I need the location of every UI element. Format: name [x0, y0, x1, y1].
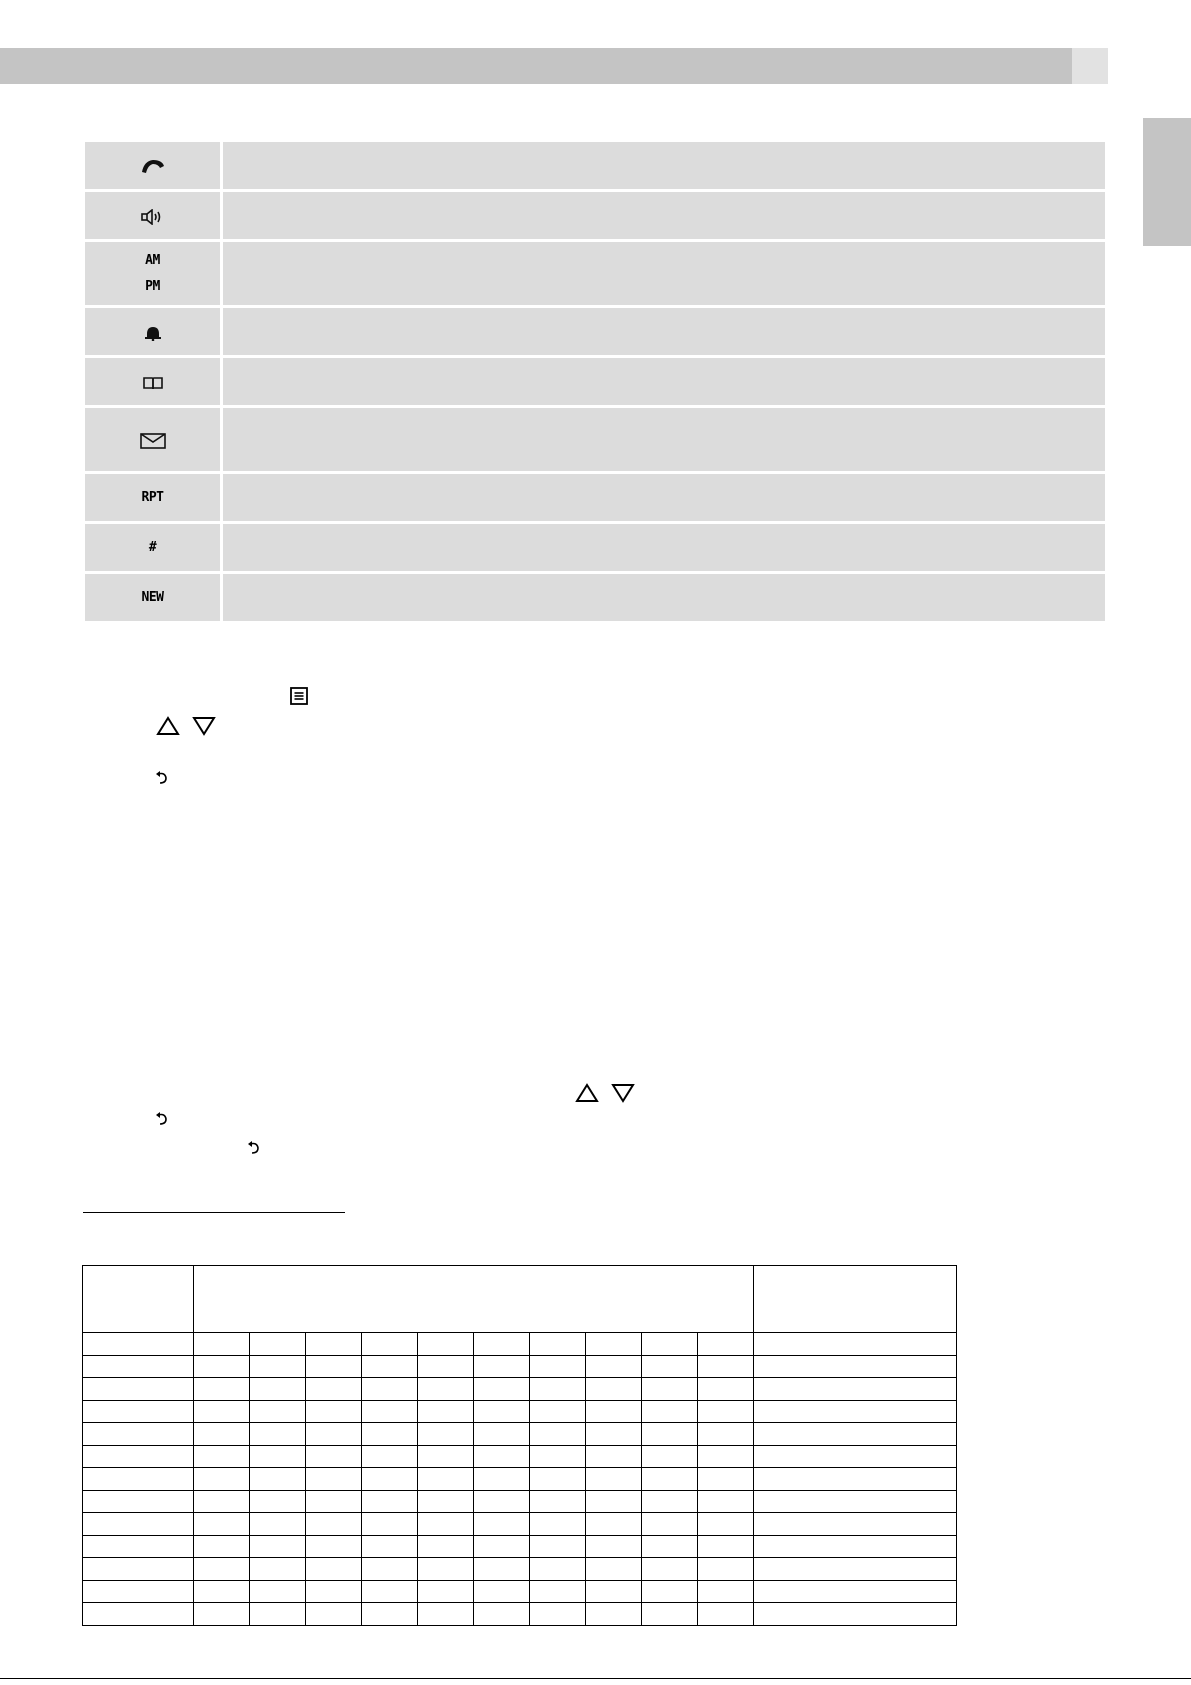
table-cell [586, 1355, 642, 1378]
table-cell [83, 1333, 194, 1356]
table-cell [306, 1400, 362, 1423]
table-row [83, 1468, 957, 1491]
table-cell [83, 1535, 194, 1558]
table-cell [418, 1580, 474, 1603]
table-cell [306, 1333, 362, 1356]
table-cell [362, 1468, 418, 1491]
table-cell [754, 1400, 957, 1423]
table-cell [642, 1535, 698, 1558]
table-cell [362, 1513, 418, 1536]
grid-header-cell [194, 1266, 754, 1333]
table-cell [642, 1490, 698, 1513]
menu-icon [290, 687, 308, 705]
table-cell [194, 1445, 250, 1468]
icon-row [85, 242, 1105, 308]
grid-header-cell [754, 1266, 957, 1333]
table-cell [250, 1468, 306, 1491]
description-cell [223, 242, 1105, 308]
icon-row [85, 408, 1105, 474]
table-cell [306, 1468, 362, 1491]
table-row [83, 1603, 957, 1626]
description-cell [223, 408, 1105, 474]
table-row [83, 1333, 957, 1356]
icon-row [85, 574, 1105, 624]
table-cell [83, 1445, 194, 1468]
table-cell [754, 1535, 957, 1558]
table-cell [642, 1513, 698, 1536]
table-cell [754, 1445, 957, 1468]
icon-row [85, 308, 1105, 358]
table-cell [586, 1400, 642, 1423]
table-cell [250, 1558, 306, 1581]
table-cell [418, 1378, 474, 1401]
table-cell [194, 1333, 250, 1356]
table-row [83, 1535, 957, 1558]
table-cell [194, 1400, 250, 1423]
table-cell [250, 1333, 306, 1356]
table-cell [250, 1603, 306, 1626]
table-cell [194, 1490, 250, 1513]
table-row [83, 1445, 957, 1468]
display-icon-table [85, 142, 1105, 624]
phonebook-icon [143, 376, 163, 390]
description-cell [223, 574, 1105, 624]
table-cell [418, 1468, 474, 1491]
table-row [83, 1580, 957, 1603]
am-label: AM [145, 252, 160, 268]
bottom-rule [0, 1678, 1191, 1679]
table-cell [698, 1445, 754, 1468]
down-arrow-icon [611, 1083, 635, 1103]
pm-label: PM [145, 278, 160, 294]
table-cell [642, 1355, 698, 1378]
table-cell [698, 1423, 754, 1446]
table-cell [586, 1580, 642, 1603]
icon-cell [85, 192, 223, 242]
new-icon: NEW [141, 589, 164, 605]
table-cell [194, 1535, 250, 1558]
table-cell [586, 1333, 642, 1356]
table-row [83, 1400, 957, 1423]
side-tab [1143, 118, 1191, 246]
table-cell [754, 1580, 957, 1603]
table-cell [194, 1423, 250, 1446]
description-cell [223, 524, 1105, 574]
icon-row [85, 142, 1105, 192]
table-cell [83, 1580, 194, 1603]
table-cell [698, 1558, 754, 1581]
table-cell [306, 1355, 362, 1378]
header-bar [0, 48, 1072, 84]
blank-grid-table [82, 1265, 957, 1626]
table-cell [642, 1445, 698, 1468]
table-cell [418, 1603, 474, 1626]
table-cell [194, 1355, 250, 1378]
up-arrow-icon [575, 1083, 599, 1103]
table-cell [530, 1468, 586, 1491]
table-cell [530, 1400, 586, 1423]
table-cell [250, 1535, 306, 1558]
table-cell [362, 1535, 418, 1558]
table-cell [362, 1558, 418, 1581]
table-cell [474, 1535, 530, 1558]
icon-cell [85, 408, 223, 474]
table-cell [698, 1580, 754, 1603]
table-cell [83, 1378, 194, 1401]
down-arrow-icon [192, 716, 216, 736]
table-cell [586, 1490, 642, 1513]
table-cell [194, 1558, 250, 1581]
table-cell [83, 1558, 194, 1581]
table-cell [754, 1333, 957, 1356]
table-cell [306, 1378, 362, 1401]
table-cell [754, 1603, 957, 1626]
icon-row [85, 192, 1105, 242]
table-cell [698, 1490, 754, 1513]
table-cell [418, 1333, 474, 1356]
table-cell [754, 1490, 957, 1513]
section-underline [83, 1212, 345, 1213]
table-cell [194, 1378, 250, 1401]
table-cell [754, 1423, 957, 1446]
speaker-icon [141, 209, 165, 225]
table-cell [642, 1400, 698, 1423]
table-cell [530, 1558, 586, 1581]
table-cell [474, 1580, 530, 1603]
icon-cell [85, 358, 223, 408]
icon-row [85, 474, 1105, 524]
description-cell [223, 308, 1105, 358]
table-cell [754, 1558, 957, 1581]
back-icon [247, 1139, 261, 1155]
envelope-icon [140, 433, 166, 449]
icon-row [85, 524, 1105, 574]
table-cell [474, 1490, 530, 1513]
table-cell [530, 1535, 586, 1558]
table-cell [530, 1580, 586, 1603]
table-cell [418, 1400, 474, 1423]
table-cell [474, 1445, 530, 1468]
table-cell [698, 1400, 754, 1423]
table-cell [362, 1603, 418, 1626]
table-cell [83, 1355, 194, 1378]
table-cell [250, 1513, 306, 1536]
table-cell [362, 1580, 418, 1603]
table-cell [418, 1445, 474, 1468]
table-row [83, 1423, 957, 1446]
table-cell [586, 1513, 642, 1536]
table-cell [586, 1535, 642, 1558]
table-cell [586, 1378, 642, 1401]
table-cell [698, 1378, 754, 1401]
grid-body [83, 1333, 957, 1626]
table-cell [474, 1603, 530, 1626]
table-cell [83, 1400, 194, 1423]
table-cell [418, 1513, 474, 1536]
table-cell [306, 1513, 362, 1536]
table-cell [306, 1423, 362, 1446]
table-cell [586, 1603, 642, 1626]
table-cell [642, 1580, 698, 1603]
table-cell [698, 1468, 754, 1491]
icon-cell [85, 574, 223, 624]
table-cell [83, 1468, 194, 1491]
table-cell [642, 1468, 698, 1491]
table-cell [754, 1513, 957, 1536]
table-cell [362, 1423, 418, 1446]
table-cell [83, 1513, 194, 1536]
grid-header-row [83, 1266, 957, 1333]
table-cell [642, 1423, 698, 1446]
table-cell [418, 1535, 474, 1558]
table-cell [250, 1378, 306, 1401]
table-cell [194, 1580, 250, 1603]
table-cell [474, 1400, 530, 1423]
table-cell [530, 1355, 586, 1378]
table-cell [586, 1468, 642, 1491]
icon-cell [85, 142, 223, 192]
table-cell [418, 1490, 474, 1513]
table-cell [306, 1558, 362, 1581]
description-cell [223, 474, 1105, 524]
table-cell [530, 1513, 586, 1536]
table-cell [418, 1355, 474, 1378]
table-cell [698, 1603, 754, 1626]
table-cell [306, 1535, 362, 1558]
table-cell [530, 1423, 586, 1446]
table-cell [474, 1468, 530, 1491]
table-cell [194, 1603, 250, 1626]
table-cell [474, 1378, 530, 1401]
table-cell [194, 1468, 250, 1491]
table-cell [586, 1558, 642, 1581]
table-cell [586, 1423, 642, 1446]
header-bar-end [1072, 48, 1108, 84]
table-cell [642, 1333, 698, 1356]
table-cell [83, 1490, 194, 1513]
icon-cell [85, 524, 223, 574]
table-cell [306, 1580, 362, 1603]
icon-row [85, 358, 1105, 408]
table-cell [83, 1603, 194, 1626]
table-cell [474, 1513, 530, 1536]
table-cell [698, 1513, 754, 1536]
table-row [83, 1490, 957, 1513]
table-row [83, 1558, 957, 1581]
grid-header-cell [83, 1266, 194, 1333]
back-icon [155, 769, 169, 785]
table-cell [530, 1603, 586, 1626]
table-cell [306, 1490, 362, 1513]
table-row [83, 1513, 957, 1536]
hash-icon: # [148, 539, 157, 555]
icon-cell [85, 308, 223, 358]
table-cell [642, 1378, 698, 1401]
back-icon [155, 1110, 169, 1126]
alarm-bell-icon [144, 325, 162, 341]
table-cell [250, 1400, 306, 1423]
table-cell [474, 1355, 530, 1378]
table-cell [306, 1603, 362, 1626]
table-cell [530, 1445, 586, 1468]
table-cell [698, 1333, 754, 1356]
table-cell [194, 1513, 250, 1536]
table-cell [250, 1445, 306, 1468]
table-cell [642, 1558, 698, 1581]
table-cell [642, 1603, 698, 1626]
table-cell [362, 1445, 418, 1468]
table-cell [698, 1355, 754, 1378]
table-cell [362, 1490, 418, 1513]
icon-cell [85, 474, 223, 524]
table-row [83, 1355, 957, 1378]
repeat-icon: RPT [141, 489, 164, 505]
description-cell [223, 192, 1105, 242]
table-cell [362, 1400, 418, 1423]
icon-cell [85, 242, 223, 308]
table-cell [250, 1580, 306, 1603]
table-cell [474, 1558, 530, 1581]
table-cell [362, 1355, 418, 1378]
table-row [83, 1378, 957, 1401]
table-cell [418, 1558, 474, 1581]
description-cell [223, 142, 1105, 192]
table-cell [474, 1423, 530, 1446]
table-cell [362, 1378, 418, 1401]
table-cell [754, 1378, 957, 1401]
table-cell [83, 1423, 194, 1446]
table-cell [418, 1423, 474, 1446]
table-cell [530, 1333, 586, 1356]
description-cell [223, 358, 1105, 408]
table-cell [250, 1355, 306, 1378]
table-cell [586, 1445, 642, 1468]
table-cell [698, 1535, 754, 1558]
table-cell [530, 1490, 586, 1513]
table-cell [250, 1423, 306, 1446]
table-cell [306, 1445, 362, 1468]
table-cell [754, 1355, 957, 1378]
table-cell [250, 1490, 306, 1513]
up-arrow-icon [156, 716, 180, 736]
handset-icon [140, 157, 166, 175]
table-cell [754, 1468, 957, 1491]
table-cell [362, 1333, 418, 1356]
table-cell [530, 1378, 586, 1401]
table-cell [474, 1333, 530, 1356]
